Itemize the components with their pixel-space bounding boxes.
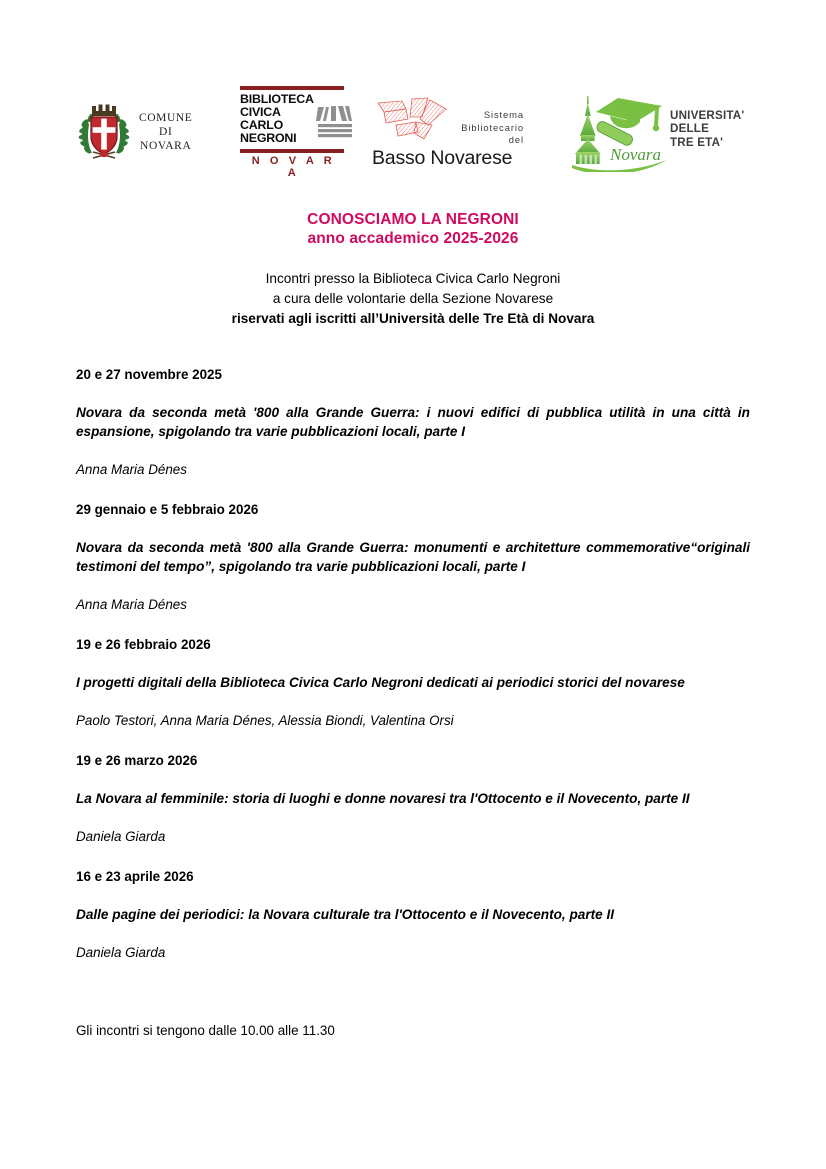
entry-title: Dalle pagine dei periodici: la Novara culturale tra l'Ottocento e il Novecento, parte II [76,907,615,922]
unitre-script-label: Novara [610,145,661,164]
biblioteca-line-1: BIBLIOTECA [240,91,314,106]
page-title-line-2: anno accademico 2025-2026 [307,230,519,247]
subtitle-block [0,269,826,329]
program-entry [76,501,750,613]
subtitle-line-1: Incontri presso la Biblioteca Civica Carlo Negroni [265,271,561,286]
entry-speakers: Anna Maria Dénes [76,597,187,612]
biblioteca-wordmark [240,93,314,147]
entry-speakers: Paolo Testori, Anna Maria Dénes, Alessia Biondi, Valentina Orsi [76,713,454,728]
entry-date: 19 e 26 marzo 2026 [76,753,198,768]
entry-title: Novara da seconda metà '800 alla Grande Guerra: monumenti e architetture commemorative“originali testimoni del tempo”, spigolando tra varie pubblicazioni locali, parte I [76,540,750,574]
biblioteca-civica-carlo-negroni-logo [240,84,344,180]
unitre-duomo-graduation-icon [566,92,674,172]
biblioteca-line-4: NEGRONI [240,131,297,146]
unitre-line-1: UNIVERSITA' [670,108,745,122]
program-entry [76,366,750,478]
universita-delle-tre-eta-logo [566,84,750,180]
entry-speakers: Daniela Giarda [76,945,166,960]
entry-title: Novara da seconda metà '800 alla Grande Guerra: i nuovi edifici di pubblica utilità in una città in espansione, spigolando tra varie pubblicazioni locali, parte I [76,405,750,439]
page-title [0,210,826,248]
biblioteca-rule-top [240,86,344,90]
subtitle-line-2: a cura delle volontarie della Sezione Novarese [272,291,554,306]
program-list [76,366,750,984]
program-entry [76,752,750,845]
book-spines-icon [316,93,352,147]
title-block [0,210,826,329]
entry-date: 20 e 27 novembre 2025 [76,367,222,382]
biblioteca-line-2: CIVICA [240,104,281,119]
comune-line-3: NOVARA [140,140,192,152]
basso-subtitle-line-2: Bibliotecario del [461,121,524,145]
basso-novarese-pinwheel-icon [372,95,452,149]
comune-di-novara-logo [76,84,216,180]
unitre-line-2: DELLE [670,122,710,136]
entry-date: 16 e 23 aprile 2026 [76,869,194,884]
sistema-bibliotecario-basso-novarese-logo [372,84,524,180]
unitre-wordmark [670,109,744,149]
basso-novarese-wordmark: Basso Novarese [372,146,513,169]
entry-speakers: Anna Maria Dénes [76,462,187,477]
entry-title: I progetti digitali della Biblioteca Civica Carlo Negroni dedicati ai periodici storici del novarese [76,675,685,690]
entry-speakers: Daniela Giarda [76,829,166,844]
biblioteca-city-label: N O V A R A [251,154,336,179]
novara-coat-of-arms-icon [76,101,132,163]
unitre-line-3: TRE ETA' [670,135,724,149]
entry-date: 29 gennaio e 5 febbraio 2026 [76,502,259,517]
biblioteca-line-3: CARLO [240,117,284,132]
entry-date: 19 e 26 febbraio 2026 [76,637,211,652]
basso-novarese-subtitle [452,109,524,149]
comune-di-novara-wordmark [139,111,192,153]
biblioteca-rule-bottom [240,149,344,153]
comune-line-1: COMUNE [139,112,193,124]
comune-line-2: DI [159,126,173,138]
program-entry [76,868,750,961]
program-entry [76,636,750,729]
basso-subtitle-line-1: Sistema [483,109,524,120]
page-title-line-1: CONOSCIAMO LA NEGRONI [307,211,519,228]
logo-bar [76,84,750,180]
entry-title: La Novara al femminile: storia di luoghi e donne novaresi tra l'Ottocento e il Novecento, parte II [76,791,690,806]
schedule-note: Gli incontri si tengono dalle 10.00 alle 11.30 [76,1023,335,1038]
subtitle-line-3: riservati agli iscritti all’Università delle Tre Età di Novara [231,311,595,326]
